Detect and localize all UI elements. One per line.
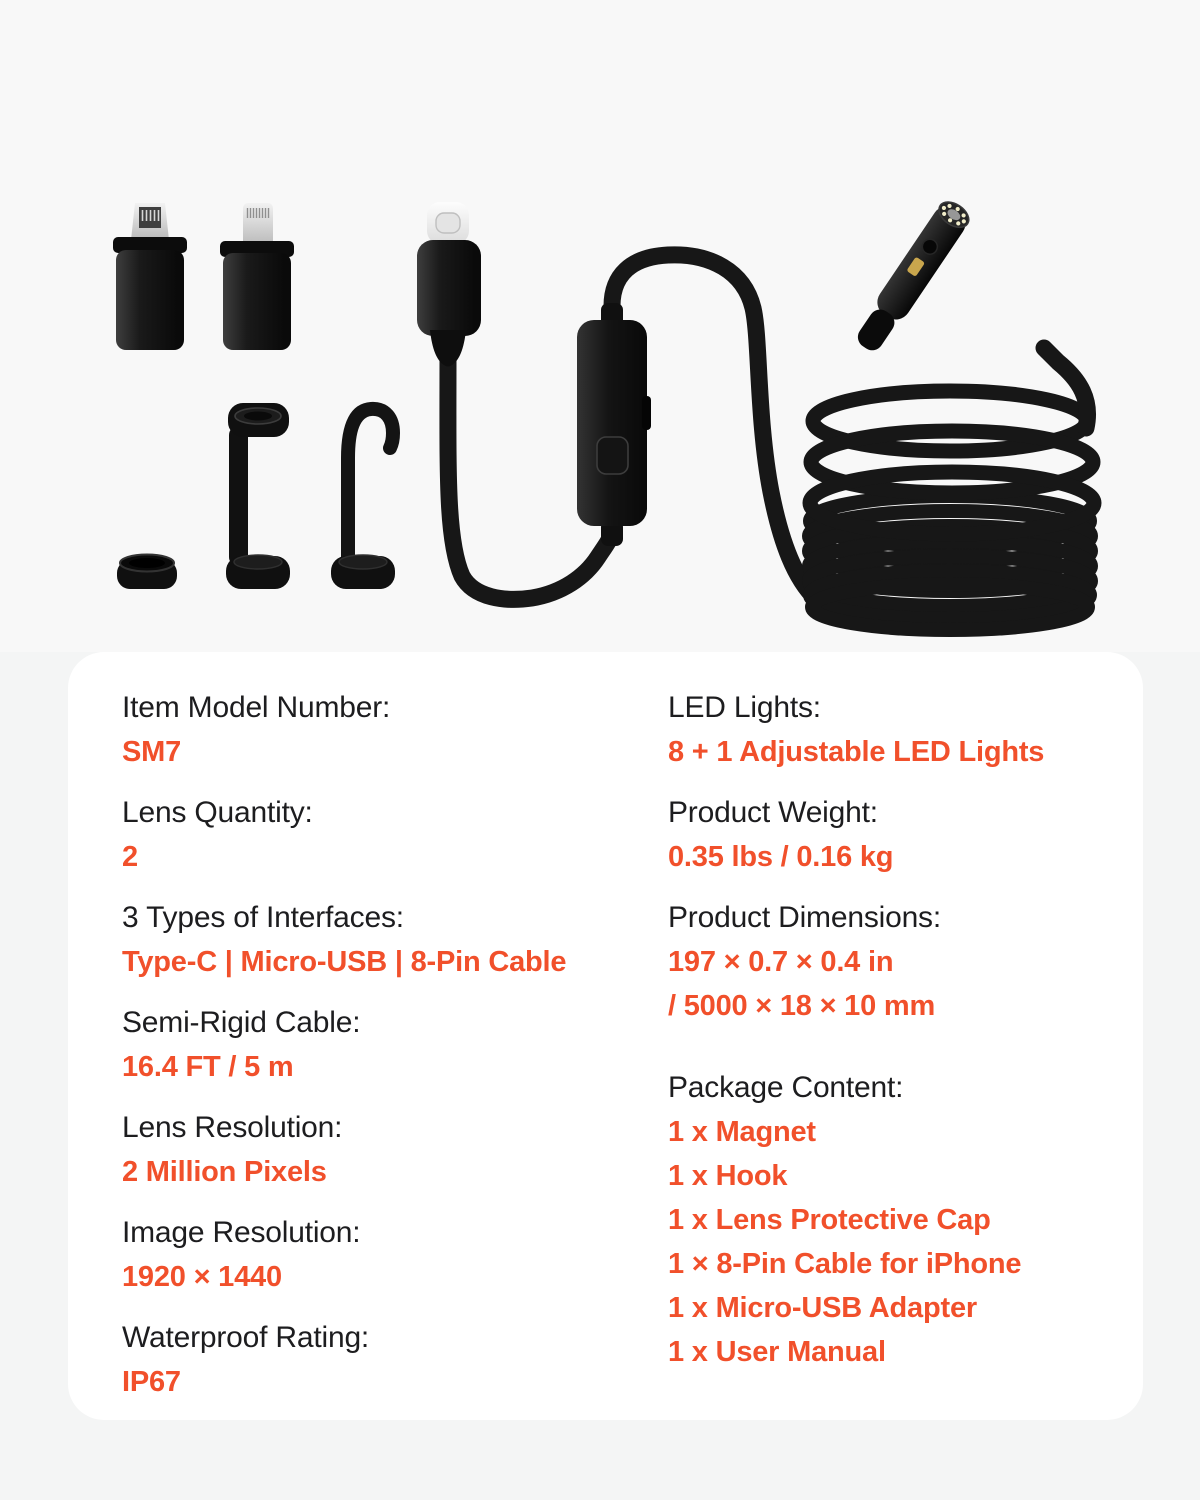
camera-probe (850, 196, 974, 356)
cable-coil-to-probe (1044, 348, 1088, 428)
spec-label: Lens Resolution: (122, 1111, 343, 1144)
spec-value: 1 x Magnet (668, 1116, 816, 1148)
lens-protective-cap (117, 555, 177, 590)
spec-label: Image Resolution: (122, 1216, 361, 1249)
coiled-semi-rigid-cable (809, 391, 1094, 630)
spec-label: LED Lights: (668, 691, 821, 724)
spec-label: Waterproof Rating: (122, 1321, 370, 1354)
spec-waterproof-rating (122, 1316, 652, 1404)
spec-value: Type-C | Micro-USB | 8-Pin Cable (122, 946, 567, 978)
spec-value: 16.4 FT / 5 m (122, 1051, 294, 1083)
spec-label: Semi-Rigid Cable: (122, 1006, 361, 1039)
spec-product-weight (668, 791, 1138, 879)
spec-label: Package Content: (668, 1071, 904, 1104)
spec-lens-resolution (122, 1106, 652, 1194)
spec-value: 197 × 0.7 × 0.4 in (668, 946, 894, 978)
spec-lens-quantity (122, 791, 652, 879)
spec-led-lights (668, 686, 1138, 774)
controller-button (597, 437, 628, 474)
spec-value: / 5000 × 18 × 10 mm (668, 990, 936, 1022)
spec-label: Item Model Number: (122, 691, 391, 724)
spec-label: Product Dimensions: (668, 901, 941, 934)
spec-label: Lens Quantity: (122, 796, 313, 829)
spec-value: SM7 (122, 736, 182, 768)
spec-semi-rigid-cable (122, 1001, 652, 1089)
spec-label: 3 Types of Interfaces: (122, 901, 404, 934)
product-photo-area (0, 0, 1200, 652)
spec-value: 1 × 8-Pin Cable for iPhone (668, 1248, 1022, 1280)
spec-value: IP67 (122, 1366, 181, 1398)
micro-usb-adapter (113, 203, 187, 350)
spec-label: Product Weight: (668, 796, 878, 829)
spec-card (68, 652, 1143, 1420)
spec-interfaces (122, 896, 652, 984)
spec-value: 2 (122, 841, 138, 873)
type-c-connector (417, 202, 481, 367)
spec-value: 1920 × 1440 (122, 1261, 282, 1293)
inline-controller (577, 303, 651, 546)
spec-product-dimensions (668, 896, 1138, 1028)
spec-value: 8 + 1 Adjustable LED Lights (668, 736, 1045, 768)
spec-value: 1 x Hook (668, 1160, 788, 1192)
spec-item-model-number (122, 686, 652, 774)
spec-image-resolution (122, 1211, 652, 1299)
product-photo (0, 0, 1200, 652)
spec-package-content (668, 1066, 1138, 1374)
spec-value: 2 Million Pixels (122, 1156, 327, 1188)
magnet-attachment (226, 403, 290, 589)
hook-attachment (331, 409, 395, 589)
spec-value: 1 x User Manual (668, 1336, 886, 1368)
spec-value: 1 x Lens Protective Cap (668, 1204, 991, 1236)
controller-thumbwheel (642, 396, 651, 430)
spec-value: 1 x Micro-USB Adapter (668, 1292, 977, 1324)
spec-column-left (122, 686, 652, 1421)
spec-column-right (668, 686, 1138, 1391)
spec-value: 0.35 lbs / 0.16 kg (668, 841, 894, 873)
eight-pin-adapter (220, 203, 294, 350)
